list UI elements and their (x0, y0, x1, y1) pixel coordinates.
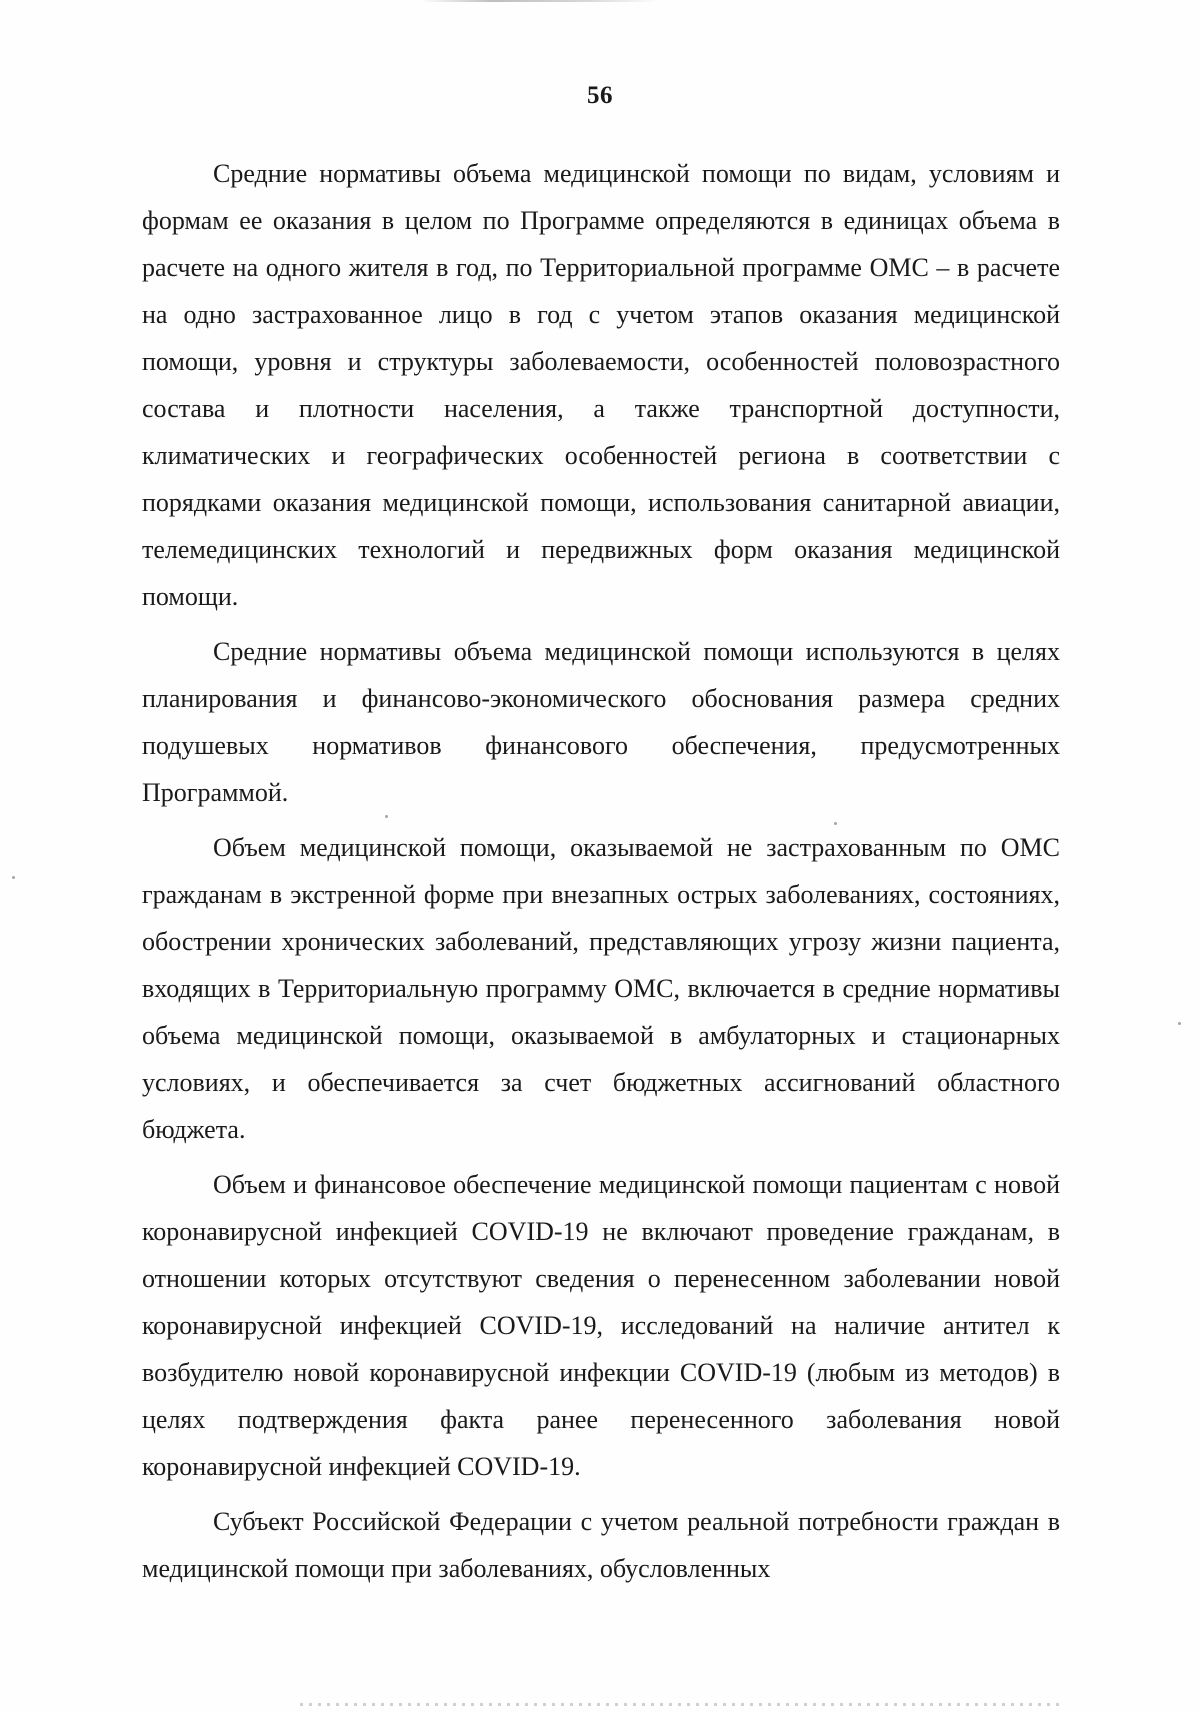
paragraph-5: Субъект Российской Федерации с учетом реальной потребности граждан в медицинской помощи при заболеваниях, обусловленных (142, 1507, 1060, 1583)
scan-speck (834, 822, 837, 825)
scan-speck (1178, 1022, 1181, 1025)
paragraph-3: Объем медицинской помощи, оказываемой не застрахованным по ОМС гражданам в экстренной форме при внезапных острых заболеваниях, состояниях, обострении хронических заболеваний, представляющих угрозу жизни пациента, входящих в Территориальную программу ОМС, включается в средние нормативы объема медицинской помощи, оказываемой в амбулаторных и стационарных условиях, и обеспечивается за счет бюджетных ассигнований областного бюджета. (142, 833, 1060, 1144)
paragraph-4: Объем и финансовое обеспечение медицинской помощи пациентам с новой коронавирусной инфекцией COVID-19 не включают проведение гражданам, в отношении которых отсутствуют сведения о перенесенном заболевании новой коронавирусной инфекцией COVID-19, исследований на наличие антител к возбудителю новой коронавирусной инфекции COVID-19 (любым из методов) в целях подтверждения факта ранее перенесенного заболевания новой коронавирусной инфекцией COVID-19. (142, 1170, 1060, 1481)
scan-edge-top (420, 0, 660, 2)
page-number: 56 (587, 82, 613, 109)
scan-edge-bottom (300, 1703, 1060, 1706)
paragraph-1: Средние нормативы объема медицинской помощи по видам, условиям и формам ее оказания в целом по Программе определяются в единицах объема в расчете на одного жителя в год, по Территориальной программе ОМС – в расчете на одно застрахованное лицо в год с учетом этапов оказания медицинской помощи, уровня и структуры заболеваемости, особенностей половозрастного состава и плотности населения, а также транспортной доступности, климатических и географических особенностей региона в соответствии с порядками оказания медицинской помощи, использования санитарной авиации, телемедицинских технологий и передвижных форм оказания медицинской помощи. (142, 159, 1060, 611)
scan-speck (385, 815, 388, 818)
body-text (142, 150, 1060, 1592)
scan-speck (12, 876, 15, 879)
paragraph-2: Средние нормативы объема медицинской помощи используются в целях планирования и финансово-экономического обоснования размера средних подушевых нормативов финансового обеспечения, предусмотренных Программой. (142, 637, 1060, 807)
